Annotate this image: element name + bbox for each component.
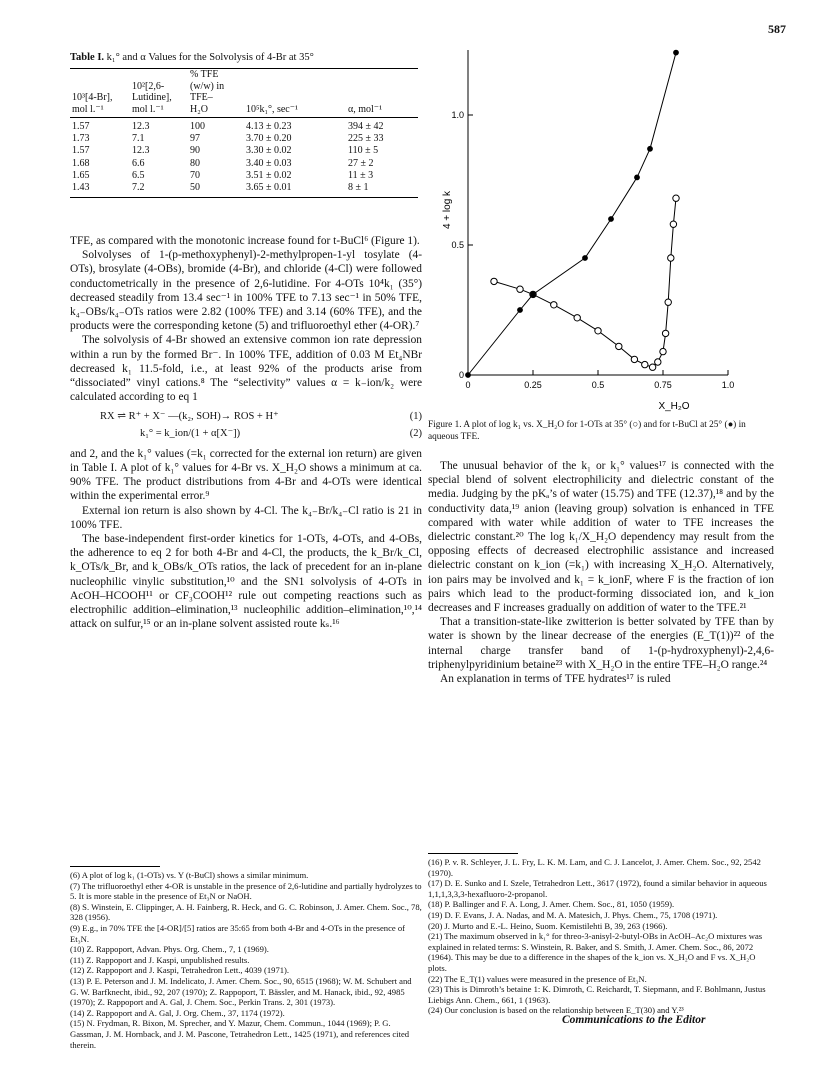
data-point-open [574,315,580,321]
data-point-open [642,361,648,367]
paragraph: The unusual behavior of the k₁ or k₁° values¹⁷ is connected with the special blend of solvent electrophilicity and dielectric constant of the media. Judging by the pKₐ’s of water (15.75) and TFE (12.37),¹⁸ and by the conductivity data,¹⁹ anion (leaving group) solvation is enhanced in TFE compared with water while addition of water to TFE increases the dielectric constant.²⁰ The log k₁/X_H₂O dependency may result from the opposing effects of decreased electrophilic assistance and increased dielectric constant on k_ion (=k₁) with increasing X_H₂O. Alternatively, ion pairs may be involved and k₁ = k_ionF, where F is the fraction of ion pairs which lead to the product-forming dissociated ion, and k_ion decreases and F increases gradually on addition of water to the TFE.²¹ [428,460,774,615]
table-cell: 12.3 [132,121,150,132]
footnote: (13) P. E. Peterson and J. M. Indelicato, J. Amer. Chem. Soc., 90, 6515 (1968); W. M. Schubert and G. W. Barfknecht, ibid., 92, 207 (1970); Z. Rappoport, T. Bässler, and M. Hanack, ibid., 92, 4985 (1970); Z. Rappoport and A. Gal, J. Chem. Soc., Perkin Trans. 2, 301 (1973). [70,975,412,1008]
footnote: (9) E.g., in 70% TFE the [4-OR]/[5] ratios are 35:65 from both 4-Br and 4-OTs in the presence of Et₃N. [70,922,406,944]
footnote: (10) Z. Rappoport, Advan. Phys. Org. Chem., 7, 1 (1969). [70,944,269,955]
table-cell: 3.30 ± 0.02 [246,145,292,157]
data-point-open [517,286,523,292]
table-row [70,182,418,198]
footnote-rule [70,866,160,867]
table-cell: 1.57 [72,145,90,157]
figure-caption: Figure 1. A plot of log k₁ vs. X_H₂O for 1-OTs at 35° (○) and for t-BuCl at 25° (●) in aqueous TFE. [428,420,746,442]
table-header: α, mol⁻¹ [348,103,383,115]
table-cell: 7.2 [132,181,145,193]
table-header: % TFE (w/w) in TFE– H₂O [190,69,225,115]
series-line [468,53,676,375]
left-column [70,234,422,631]
equation-text: k₁° = k_ion/(1 + α[X⁻]) [140,427,241,439]
table-cell: 27 ± 2 [348,157,374,169]
data-point-filled [583,256,588,261]
data-point-open [616,343,622,349]
paragraph: External ion return is also shown by 4-Cl. The k₄₋Br/k₄₋Cl ratio is 21 in 100% TFE. [70,504,422,531]
x-tick-label: 1.0 [721,380,735,390]
paragraph: Solvolyses of 1-(p-methoxyphenyl)-2-methylpropen-1-yl tosylate (4-OTs), brosylate (4-OBs), bromide (4-Br), and chloride (4-Cl) were followed conductometrically in the presence of 2,6-lutidine. For 4-OTs 10⁴k₁ (35°) decreased steadily from 13.4 sec⁻¹ in 100% TFE to 7.13 sec⁻¹ in 50% TFE, k₄₋OBs/k₄₋OTs ratios were 2.82 (100% TFE) and 3.14 (60% TFE), and the products were the corresponding ketone (5) and trifluoroethyl ether (4-OR).⁷ [70,249,422,333]
footnote: (14) Z. Rappoport and A. Gal, J. Org. Chem., 37, 1174 (1972). [70,1007,285,1018]
paragraph: The solvolysis of 4-Br showed an extensive common ion rate depression within a run by the formed Br⁻. In 100% TFE, addition of 0.03 M Et₄NBr decreased k₁ 11.5-fold, i.e., at least 92% of the products arise from “dissociated” vinyl cations.⁸ The “selectivity” values α = k₋ion/k₂ were calculated according to eq 1 [70,334,422,404]
series-line [494,198,676,367]
paragraph: The base-independent first-order kinetics for 1-OTs, 4-OTs, and 4-OBs, the adherence to eq 2 for both 4-Br and 4-Cl, the products, the k_Br/k_Cl, k_OTs/k_Br, and k_OBs/k_OTs ratios, the lack of precedent for an in-plane nucleophilic vinylic substitution,¹⁰ and the SN1 solvolysis of 4-OTs in AcOH–HCOOH¹¹ or CF₃COOH¹² rule out competing reactions such as electrophilic addition–elimination,¹³ nucleophilic addition–elimination,¹⁰,¹⁴ attack on sulfur,¹⁵ or an in-plane solvent assisted route kₛ.¹⁶ [70,533,422,631]
data-point-open [670,221,676,227]
table-cell: 3.65 ± 0.01 [246,181,292,193]
equation-number: (2) [409,427,422,439]
footnote: (21) The maximum observed in k₁° for threo-3-anisyl-2-butyl-OBs in AcOH–Ac₂O mixtures was explained in related terms: S. Winstein, R. Baker, and S. Smith, J. Amer. Chem. Soc., 86, 2072 (1964). This may be due to a difference in the shapes of the k_ion vs. X_H₂O and F vs. X_H₂O plots. [428,931,763,973]
footnote: (15) N. Frydman, R. Bixon, M. Sprecher, and Y. Mazur, Chem. Commun., 1044 (1969); P. G. Gassman, J. M. Hornback, and J. M. Pascone, Tetrahedron Lett., 1425 (1971), and references cited therein. [70,1018,410,1050]
paragraph: An explanation in terms of TFE hydrates¹⁷ is ruled [440,673,671,686]
table-cell: 97 [190,133,200,145]
data-point-open [551,302,557,308]
footnote: (7) The trifluoroethyl ether 4-OR is unstable in the presence of 2,6-lutidine and partially hydrolyzes to 5. It is more stable in the presence of Et₃N or NaOH. [70,880,422,902]
table-cell: 90 [190,145,200,157]
data-point-open [655,359,661,365]
data-point-open [595,328,601,334]
table-cell: 1.43 [72,181,90,193]
table-header-row [70,69,418,118]
figure-1-plot [428,30,774,420]
data-point-open [668,255,674,261]
table-cell: 1.57 [72,121,90,132]
footnote: (11) Z. Rappoport and J. Kaspi, unpublished results. [70,954,250,965]
data-point-filled [518,308,523,313]
page-footer: Communications to the Editor [562,1014,706,1026]
equation-text: RX ⇌ R⁺ + X⁻ —(k₂, SOH)→ ROS + H⁺ [100,411,279,423]
equation-1 [100,410,422,424]
data-point-open [631,356,637,362]
table-cell: 12.3 [132,145,150,157]
footnote: (18) P. Ballinger and F. A. Long, J. Amer. Chem. Soc., 81, 1050 (1959). [428,899,675,910]
footnote: (6) A plot of log k₁ (1-OTs) vs. Y (t-BuCl) shows a similar minimum. [70,870,309,880]
table-caption [70,52,314,63]
table-row [70,170,418,182]
table-header: 10⁵k₁°, sec⁻¹ [246,103,299,115]
table-cell: 6.6 [132,157,145,169]
table-header: 10³[4-Br], mol l.⁻¹ [72,92,113,115]
y-tick-label: 0.5 [451,240,464,250]
table-caption-label: Table I. [70,52,105,63]
table-cell: 3.51 ± 0.02 [246,169,292,181]
table-cell: 3.70 ± 0.20 [246,133,292,145]
table-cell: 70 [190,169,200,181]
data-point-open [660,348,666,354]
data-point-open [662,330,668,336]
table-header: 10²[2,6- Lutidine], mol l.⁻¹ [132,80,172,115]
table-cell: 110 ± 5 [348,145,379,157]
table-row [70,118,418,134]
table-cell: 80 [190,157,200,169]
table-cell: 1.68 [72,157,90,169]
data-point-filled [635,175,640,180]
table-cell: 1.65 [72,169,90,181]
footnote: (20) J. Murto and E.-L. Heino, Suom. Kemistilehti B, 39, 263 (1966). [428,920,668,931]
y-tick-label: 1.0 [451,110,464,120]
table-caption-text: k₁° and α Values for the Solvolysis of 4-Br at 35° [106,52,314,63]
footnote: (16) P. v. R. Schleyer, J. L. Fry, L. K. M. Lam, and C. J. Lancelot, J. Amer. Chem. Soc., 92, 2542 (1970). [428,857,761,878]
footnote: (17) D. E. Sunko and I. Szele, Tetrahedron Lett., 3617 (1972), found a similar behavior in aqueous 1,1,1,3,3,3-hexafluoro-2-propanol. [428,878,767,899]
table-cell: 394 ± 42 [348,121,384,132]
y-tick-label: 0 [458,370,464,380]
table-cell: 3.40 ± 0.03 [246,157,292,169]
table-row [70,145,418,157]
x-tick-label: 0.25 [524,380,542,390]
right-footnotes [428,853,774,1016]
footnote: (19) D. F. Evans, J. A. Nadas, and M. A. Matesich, J. Phys. Chem., 75, 1708 (1971). [428,909,718,920]
data-point-filled [674,50,679,55]
footnote: (8) S. Winstein, E. Clippinger, A. H. Fainberg, R. Heck, and G. C. Robinson, J. Amer. Chem. Soc., 78, 328 (1956). [70,901,422,923]
table-cell: 6.5 [132,169,145,181]
data-point-open [673,195,679,201]
table-cell: 100 [190,121,205,132]
paragraph: and 2, and the k₁° values (=k₁ corrected for the external ion return) are given in Table I. A plot of k₁° values for 4-Br vs. X_H₂O shows a minimum at ca. 90% TFE. The product distributions from 4-Br and 4-OTs were identical within the experimental error.⁹ [70,447,422,503]
data-table [70,68,418,198]
right-column [428,459,774,686]
data-point-filled [531,292,536,297]
paragraph: TFE, as compared with the monotonic increase found for t-BuCl⁶ (Figure 1). [70,235,420,247]
footnote-rule [428,853,518,854]
x-tick-label: 0.5 [591,380,605,390]
table-cell: 8 ± 1 [348,181,369,193]
x-axis-label: X_H₂O [658,401,690,412]
data-point-filled [466,373,471,378]
table-cell: 4.13 ± 0.23 [246,121,292,132]
x-tick-label: 0 [465,380,471,390]
page-number: 587 [768,22,786,36]
data-point-open [491,278,497,284]
paragraph: That a transition-state-like zwitterion is better solvated by TFE than by water is shown by the linear decrease of the energies (E_T(1))²² of the internal charge transfer band of 1-(p-hydroxyphenyl)-2,4,6-triphenylpyridinium betaine²³ with X_H₂O in the entire TFE–H₂O range.²⁴ [428,616,774,671]
table-cell: 11 ± 3 [348,169,374,181]
y-axis-label: 4 + log k [442,190,453,230]
table-row [70,158,418,170]
footnote: (12) Z. Rappoport and J. Kaspi, Tetrahedron Lett., 4039 (1971). [70,965,290,976]
data-point-filled [648,146,653,151]
data-point-filled [609,217,614,222]
data-point-open [665,299,671,305]
footnote: (24) Our conclusion is based on the relationship between E_T(30) and Y.²³ [428,1005,684,1016]
table-cell: 7.1 [132,133,145,145]
footnote: (23) This is Dimroth’s betaine 1: K. Dimroth, C. Reichardt, T. Siepmann, and F. Bohlmann, Justus Liebigs Ann. Chem., 661, 1 (1963). [428,984,766,1005]
table-cell: 50 [190,181,200,193]
equation-number: (1) [409,411,422,423]
equation-2 [140,427,422,441]
footnote: (22) The E_T(1) values were measured in the presence of Et₃N. [428,973,647,984]
data-point-open [649,364,655,370]
table-row [70,133,418,145]
x-tick-label: 0.75 [654,380,672,390]
table-cell: 1.73 [72,133,90,145]
left-footnotes [70,866,422,1050]
table-cell: 225 ± 33 [348,133,384,145]
